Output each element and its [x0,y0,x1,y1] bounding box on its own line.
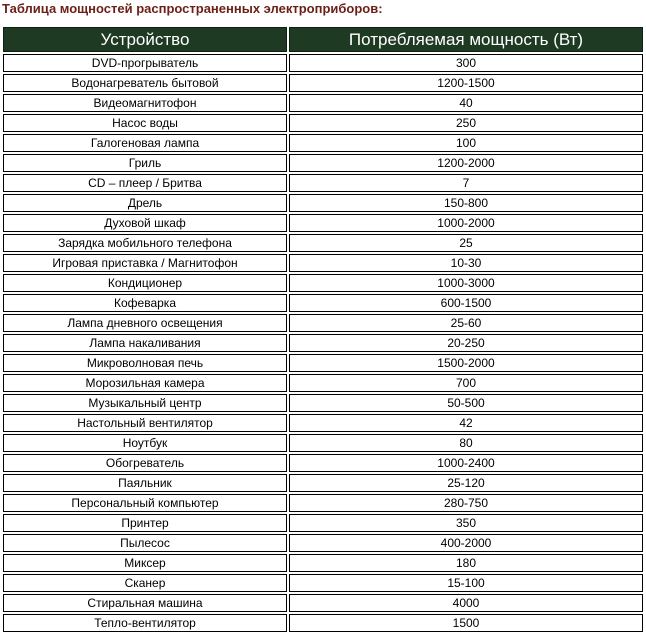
device-cell: Принтер [3,514,287,532]
device-cell: Дрель [3,194,287,212]
power-cell: 42 [289,414,643,432]
table-row [3,254,643,272]
device-cell: Видеомагнитофон [3,94,287,112]
power-cell: 40 [289,94,643,112]
device-cell: Персональный компьютер [3,494,287,512]
power-cell: 1000-2400 [289,454,643,472]
device-cell: Игровая приставка / Магнитофон [3,254,287,272]
power-cell: 400-2000 [289,534,643,552]
power-cell: 25-120 [289,474,643,492]
table-row [3,354,643,372]
device-cell: Насос воды [3,114,287,132]
device-cell: Пылесос [3,534,287,552]
power-cell: 7 [289,174,643,192]
power-cell: 1200-2000 [289,154,643,172]
power-cell: 4000 [289,594,643,612]
power-cell: 25-60 [289,314,643,332]
power-cell: 280-750 [289,494,643,512]
power-column-header: Потребляемая мощность (Вт) [289,27,643,52]
device-cell: DVD-прогрыватель [3,54,287,72]
device-column-header: Устройство [3,27,287,52]
power-cell: 15-100 [289,574,643,592]
table-row [3,234,643,252]
device-cell: Гриль [3,154,287,172]
device-cell: Стиральная машина [3,594,287,612]
table-row [3,434,643,452]
table-row [3,154,643,172]
device-cell: Миксер [3,554,287,572]
device-cell: Духовой шкаф [3,214,287,232]
power-cell: 50-500 [289,394,643,412]
device-cell: CD – плеер / Бритва [3,174,287,192]
device-cell: Паяльник [3,474,287,492]
table-row [3,174,643,192]
power-cell: 600-1500 [289,294,643,312]
table-header-row [3,27,643,52]
table-row [3,594,643,612]
table-row [3,74,643,92]
table-row [3,314,643,332]
table-row [3,614,643,632]
table-row [3,514,643,532]
device-cell: Водонагреватель бытовой [3,74,287,92]
table-row [3,374,643,392]
power-cell: 180 [289,554,643,572]
table-row [3,394,643,412]
power-cell: 1000-3000 [289,274,643,292]
table-row [3,294,643,312]
table-row [3,134,643,152]
device-cell: Сканер [3,574,287,592]
power-cell: 1500 [289,614,643,632]
device-cell: Лампа накаливания [3,334,287,352]
device-cell: Галогеновая лампа [3,134,287,152]
table-row [3,194,643,212]
table-row [3,414,643,432]
table-body [3,54,643,632]
table-row [3,274,643,292]
device-cell: Настольный вентилятор [3,414,287,432]
table-row [3,494,643,512]
power-cell: 1200-1500 [289,74,643,92]
table-row [3,554,643,572]
device-cell: Кофеварка [3,294,287,312]
device-cell: Зарядка мобильного телефона [3,234,287,252]
device-cell: Обогреватель [3,454,287,472]
table-row [3,214,643,232]
device-cell: Музыкальный центр [3,394,287,412]
table-row [3,334,643,352]
power-cell: 1500-2000 [289,354,643,372]
device-cell: Кондиционер [3,274,287,292]
power-cell: 700 [289,374,643,392]
power-cell: 20-250 [289,334,643,352]
device-cell: Морозильная камера [3,374,287,392]
power-cell: 100 [289,134,643,152]
table-row [3,474,643,492]
power-cell: 10-30 [289,254,643,272]
power-cell: 150-800 [289,194,643,212]
power-cell: 250 [289,114,643,132]
power-cell: 350 [289,514,643,532]
device-cell: Микроволновая печь [3,354,287,372]
power-cell: 25 [289,234,643,252]
table-row [3,94,643,112]
table-row [3,114,643,132]
table-row [3,574,643,592]
table-row [3,534,643,552]
device-cell: Лампа дневного освещения [3,314,287,332]
device-cell: Ноутбук [3,434,287,452]
power-cell: 80 [289,434,643,452]
table-row [3,54,643,72]
device-cell: Тепло-вентилятор [3,614,287,632]
power-cell: 300 [289,54,643,72]
table-row [3,454,643,472]
power-table [1,25,645,634]
power-cell: 1000-2000 [289,214,643,232]
page-title: Таблица мощностей распространенных электроприборов: [2,1,383,16]
